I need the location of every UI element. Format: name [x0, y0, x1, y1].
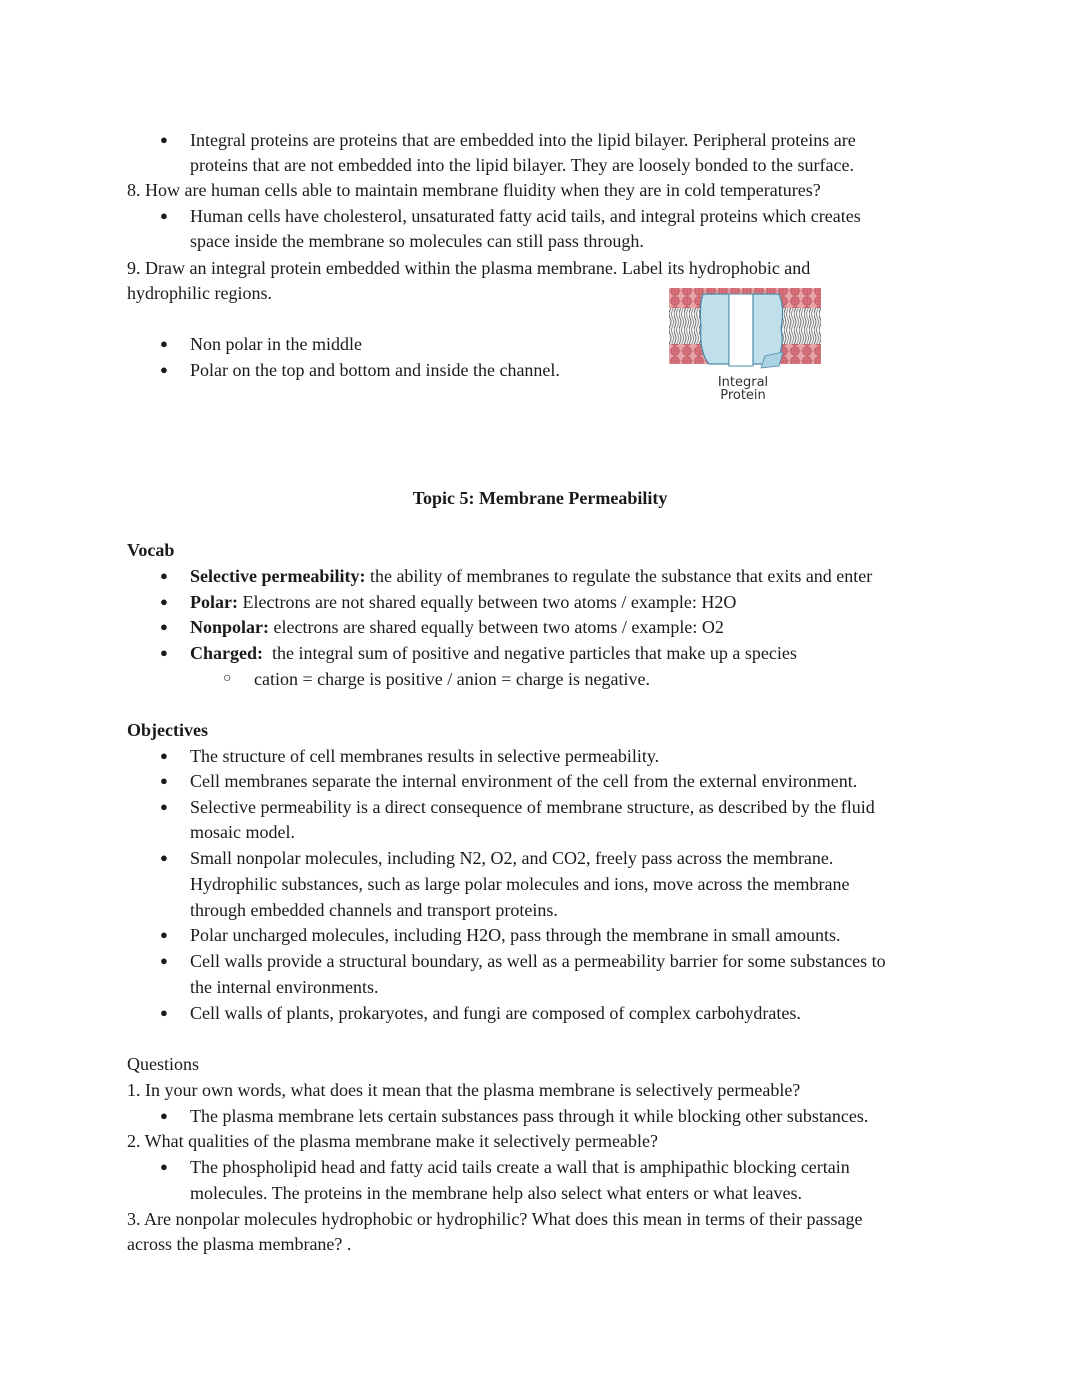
- objective-line: Cell membranes separate the internal environment of the cell from the external environment.: [190, 771, 858, 791]
- vocab-item: [190, 641, 797, 665]
- vocab-heading: Vocab: [127, 540, 175, 560]
- question-3-line-2: across the plasma membrane? .: [127, 1234, 352, 1254]
- bullet-dot: ●: [160, 1159, 168, 1174]
- bullet-dot: ●: [160, 773, 168, 788]
- bullet-dot: ●: [160, 594, 168, 609]
- objective-line: Selective permeability is a direct consequence of membrane structure, as described by the fluid: [190, 797, 875, 817]
- vocab-item: [190, 615, 724, 639]
- vocab-definition: the ability of membranes to regulate the substance that exits and enter: [365, 566, 873, 586]
- answer-7-line-2: proteins that are not embedded into the lipid bilayer. They are loosely bonded to the surface.: [190, 155, 854, 175]
- answer-2-line-2: molecules. The proteins in the membrane help also select what enters or what leaves.: [190, 1183, 802, 1203]
- bullet-dot: ●: [160, 568, 168, 583]
- answer-7-line-1: Integral proteins are proteins that are embedded into the lipid bilayer. Peripheral proteins are: [190, 130, 856, 150]
- bullet-dot: ●: [160, 1005, 168, 1020]
- vocab-term: Selective permeability:: [190, 566, 366, 586]
- diagram-label-line-1: Integral: [717, 375, 769, 390]
- diagram-label-line-2: Protein: [720, 388, 766, 403]
- objective-line: Small nonpolar molecules, including N2, O2, and CO2, freely pass across the membrane.: [190, 848, 834, 868]
- sub-bullet-circle: ○: [223, 671, 232, 686]
- answer-9-item-2: Polar on the top and bottom and inside the channel.: [190, 360, 560, 380]
- answer-8-line-1: Human cells have cholesterol, unsaturated fatty acid tails, and integral proteins which creates: [190, 206, 861, 226]
- questions-heading: Questions: [127, 1054, 199, 1074]
- question-9-line-2: hydrophilic regions.: [127, 283, 272, 303]
- bullet-dot: ●: [160, 645, 168, 660]
- vocab-definition: the integral sum of positive and negative particles that make up a species: [263, 643, 797, 663]
- bullet-dot: ●: [160, 336, 168, 351]
- objective-line: mosaic model.: [190, 822, 295, 842]
- topic-heading: Topic 5: Membrane Permeability: [412, 488, 668, 508]
- bullet-dot: ●: [160, 132, 168, 147]
- vocab-definition: Electrons are not shared equally between two atoms / example: H2O: [237, 592, 737, 612]
- question-1: 1. In your own words, what does it mean that the plasma membrane is selectively permeable?: [127, 1080, 801, 1100]
- bullet-dot: ●: [160, 362, 168, 377]
- bullet-dot: ●: [160, 953, 168, 968]
- answer-8-line-2: space inside the membrane so molecules can still pass through.: [190, 231, 644, 251]
- question-2: 2. What qualities of the plasma membrane make it selectively permeable?: [127, 1131, 658, 1151]
- vocab-definition: electrons are shared equally between two atoms / example: O2: [269, 617, 724, 637]
- objective-line: Cell walls provide a structural boundary, as well as a permeability barrier for some substances to: [190, 951, 886, 971]
- protein-left-half: [700, 294, 729, 364]
- bullet-dot: ●: [160, 619, 168, 634]
- vocab-item: [190, 590, 736, 614]
- vocab-item: [190, 564, 872, 588]
- vocab-term: Charged:: [190, 643, 263, 663]
- answer-9-item-1: Non polar in the middle: [190, 334, 362, 354]
- vocab-term: Nonpolar:: [190, 617, 270, 637]
- bullet-dot: ●: [160, 748, 168, 763]
- objectives-heading: Objectives: [127, 720, 208, 740]
- bullet-dot: ●: [160, 850, 168, 865]
- bullet-dot: ●: [160, 1108, 168, 1123]
- answer-2-line-1: The phospholipid head and fatty acid tails create a wall that is amphipathic blocking certain: [190, 1157, 850, 1177]
- objective-line: Hydrophilic substances, such as large polar molecules and ions, move across the membrane: [190, 874, 850, 894]
- vocab-term: Polar:: [190, 592, 238, 612]
- bullet-dot: ●: [160, 927, 168, 942]
- integral-protein-diagram: [669, 286, 823, 410]
- objective-line: through embedded channels and transport proteins.: [190, 900, 558, 920]
- objective-line: Cell walls of plants, prokaryotes, and fungi are composed of complex carbohydrates.: [190, 1003, 801, 1023]
- objective-line: Polar uncharged molecules, including H2O, pass through the membrane in small amounts.: [190, 925, 841, 945]
- question-9-line-1: 9. Draw an integral protein embedded within the plasma membrane. Label its hydrophobic and: [127, 258, 811, 278]
- answer-1: The plasma membrane lets certain substances pass through it while blocking other substances.: [190, 1106, 869, 1126]
- vocab-sub-item: cation = charge is positive / anion = charge is negative.: [254, 669, 651, 689]
- protein-channel: [729, 294, 753, 366]
- question-3-line-1: 3. Are nonpolar molecules hydrophobic or hydrophilic? What does this mean in terms of their passage: [127, 1209, 863, 1229]
- question-8: 8. How are human cells able to maintain membrane fluidity when they are in cold temperatures?: [127, 180, 821, 200]
- bullet-dot: ●: [160, 799, 168, 814]
- objective-line: The structure of cell membranes results in selective permeability.: [190, 746, 660, 766]
- bullet-dot: ●: [160, 208, 168, 223]
- objective-line: the internal environments.: [190, 977, 379, 997]
